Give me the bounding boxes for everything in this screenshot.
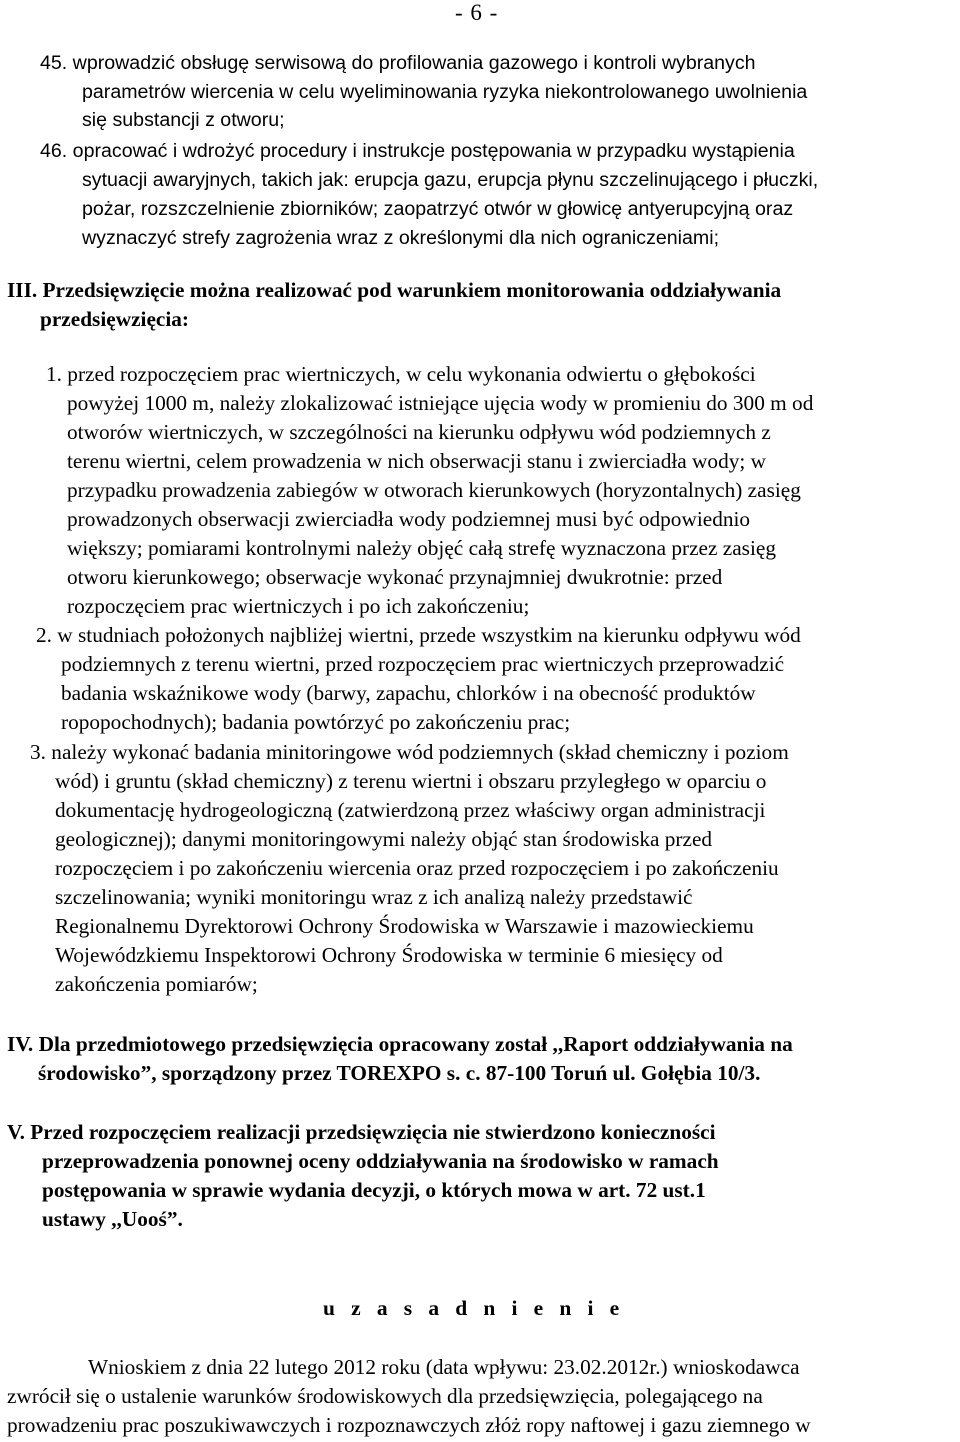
section-5-line-2: przeprowadzenia ponownej oceny oddziaływania na środowisko w ramach <box>42 1149 719 1173</box>
point-3-line-8: Wojewódzkiemu Inspektorowi Ochrony Środowiska w terminie 6 miesięcy od <box>55 943 723 967</box>
point-1-line-3: otworów wiertniczych, w szczególności na kierunku odpływu wód podziemnych z <box>67 420 771 444</box>
section-4-line-2: środowisko”, sporządzony przez TOREXPO s. c. 87-100 Toruń ul. Gołębia 10/3. <box>38 1061 761 1085</box>
section-4-line-1: IV. Dla przedmiotowego przedsięwzięcia opracowany został ,,Raport oddziaływania na <box>7 1032 793 1056</box>
point-3-line-6: szczelinowania; wyniki monitoringu wraz z ich analizą należy przedstawić <box>55 885 693 909</box>
item-45-line-3: się substancji z otworu; <box>82 109 285 131</box>
point-2-line-3: badania wskaźnikowe wody (barwy, zapachu, chlorków i na obecność produktów <box>61 681 756 705</box>
section-5-line-1: V. Przed rozpoczęciem realizacji przedsięwzięcia nie stwierdzono konieczności <box>7 1120 716 1144</box>
justification-heading: u z a s a d n i e n i e <box>323 1296 625 1320</box>
section-3-heading-line-1: III. Przedsięwzięcie można realizować pod warunkiem monitorowania oddziaływania <box>7 278 782 302</box>
item-45-line-2: parametrów wiercenia w celu wyeliminowania ryzyka niekontrolowanego uwolnienia <box>82 81 808 103</box>
point-1-line-1: 1. przed rozpoczęciem prac wiertniczych, w celu wykonania odwiertu o głębokości <box>46 362 756 386</box>
justification-line-2: zwrócił się o ustalenie warunków środowiskowych dla przedsięwzięcia, polegającego na <box>7 1384 763 1408</box>
point-3-line-9: zakończenia pomiarów; <box>55 972 258 996</box>
point-3-line-3: dokumentację hydrogeologiczną (zatwierdzoną przez właściwy organ administracji <box>55 798 766 822</box>
point-3-line-7: Regionalnemu Dyrektorowi Ochrony Środowiska w Warszawie i mazowieckiemu <box>55 914 754 938</box>
justification-line-3: prowadzeniu prac poszukiwawczych i rozpoznawczych złóż ropy naftowej i gazu ziemnego w <box>7 1413 811 1437</box>
point-3-line-4: geologicznej); danymi monitoringowymi należy objąć stan środowiska przed <box>55 827 713 851</box>
point-1-line-6: prowadzonych obserwacji zwierciadła wody podziemnej musi być odpowiednio <box>67 507 751 531</box>
point-2-line-2: podziemnych z terenu wiertni, przed rozpoczęciem prac wiertniczych przeprowadzić <box>61 652 785 676</box>
point-3-line-5: rozpoczęciem i po zakończeniu wiercenia oraz przed rozpoczęciem i po zakończeniu <box>55 856 779 880</box>
section-5-line-3: postępowania w sprawie wydania decyzji, o których mowa w art. 72 ust.1 <box>42 1178 706 1202</box>
point-1-line-2: powyżej 1000 m, należy zlokalizować istniejące ujęcia wody w promieniu do 300 m od <box>67 391 814 415</box>
section-3-heading-line-2: przedsięwzięcia: <box>40 307 190 331</box>
point-2-line-4: ropopochodnych); badania powtórzyć po zakończeniu prac; <box>61 710 571 734</box>
section-5-line-4: ustawy ,,Uooś”. <box>42 1207 183 1231</box>
item-46-line-2: sytuacji awaryjnych, takich jak: erupcja gazu, erupcja płynu szczelinującego i płuczki, <box>82 169 819 191</box>
point-2-line-1: 2. w studniach położonych najbliżej wiertni, przede wszystkim na kierunku odpływu wód <box>36 623 801 647</box>
point-1-line-8: otworu kierunkowego; obserwacje wykonać przynajmniej dwukrotnie: przed <box>67 565 723 589</box>
point-1-line-9: rozpoczęciem prac wiertniczych i po ich zakończeniu; <box>67 594 530 618</box>
item-46-line-3: pożar, rozszczelnienie zbiorników; zaopatrzyć otwór w głowicę antyerupcyjną oraz <box>82 198 794 220</box>
justification-line-1: Wnioskiem z dnia 22 lutego 2012 roku (data wpływu: 23.02.2012r.) wnioskodawca <box>88 1355 800 1379</box>
point-3-line-1: 3. należy wykonać badania minitoringowe wód podziemnych (skład chemiczny i poziom <box>30 740 789 764</box>
point-1-line-5: przypadku prowadzenia zabiegów w otworach kierunkowych (horyzontalnych) zasięg <box>67 478 801 502</box>
point-1-line-7: większy; pomiarami kontrolnymi należy objęć całą strefę wyznaczona przez zasięg <box>67 536 776 560</box>
point-1-line-4: terenu wiertni, celem prowadzenia w nich obserwacji stanu i zwierciadła wody; w <box>67 449 766 473</box>
item-46-line-4: wyznaczyć strefy zagrożenia wraz z określonymi dla nich ograniczeniami; <box>82 227 720 249</box>
item-46-line-1: 46. opracować i wdrożyć procedury i instrukcje postępowania w przypadku wystąpienia <box>40 140 795 162</box>
point-3-line-2: wód) i gruntu (skład chemiczny) z terenu wiertni i obszaru przyległego w oparciu o <box>55 769 767 793</box>
item-45-line-1: 45. wprowadzić obsługę serwisową do profilowania gazowego i kontroli wybranych <box>40 52 756 74</box>
page-number: - 6 - <box>455 0 499 25</box>
